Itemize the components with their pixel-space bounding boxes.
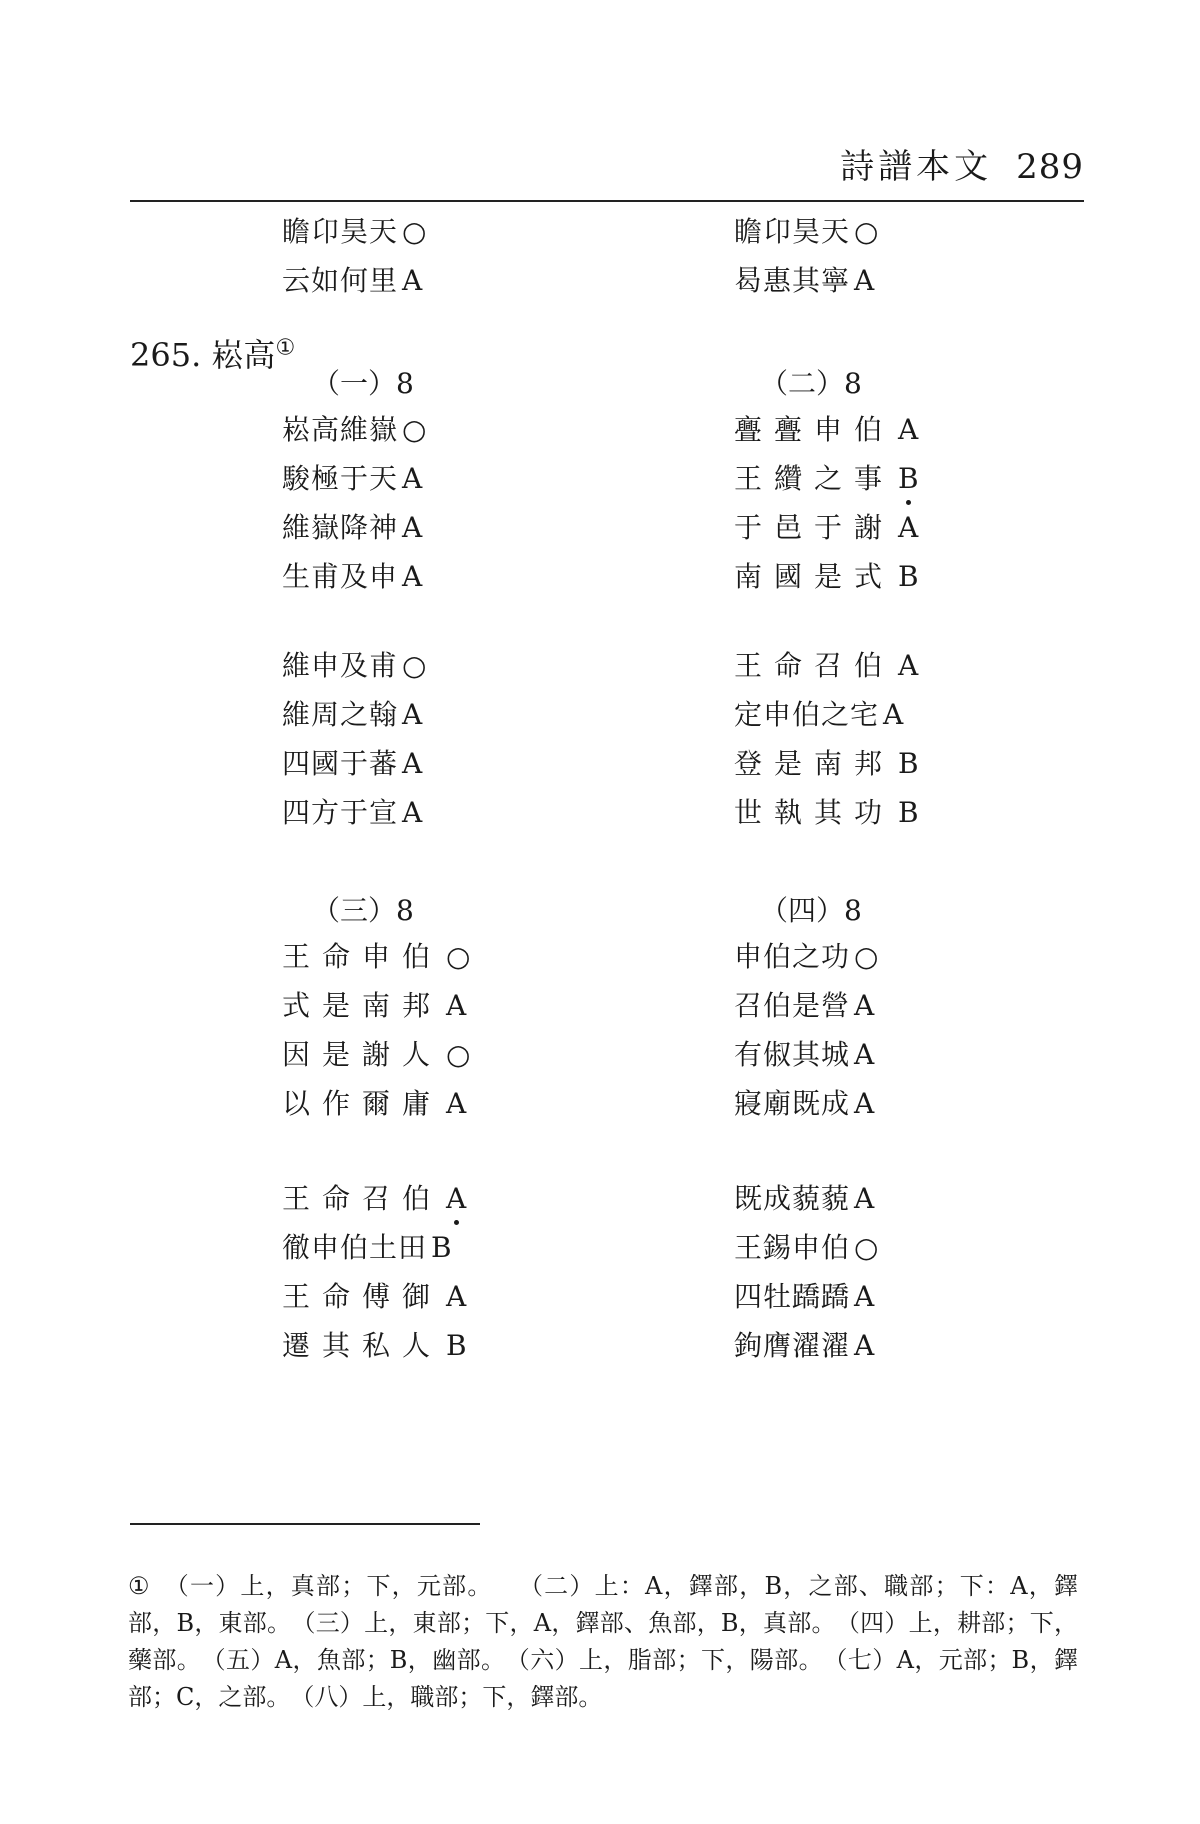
poem-line <box>734 506 918 546</box>
poem-line-text: 以作爾庸 <box>282 1087 443 1120</box>
poem-line-text: 有俶其城 <box>734 1038 851 1071</box>
rhyme-mark: A <box>898 649 919 682</box>
rhyme-mark: A <box>402 698 423 731</box>
rhyme-mark: A <box>446 989 467 1022</box>
footnote-marker: ① <box>128 1572 151 1600</box>
poem-line <box>282 1082 466 1122</box>
rhyme-mark: B <box>898 796 919 829</box>
poem-line-text: 于邑于謝 <box>734 511 895 544</box>
rhyme-mark: A <box>402 511 423 544</box>
rhyme-mark: ○ <box>446 1038 471 1071</box>
poem-title-text: 265. 崧高 <box>130 336 276 374</box>
rhyme-mark: A <box>402 747 423 780</box>
poem-title <box>130 330 295 376</box>
stanza-heading: （三）8 <box>312 894 414 927</box>
poem-line <box>734 791 919 831</box>
poem-line <box>282 555 422 595</box>
rhyme-mark: A <box>446 1280 467 1313</box>
poem-line-text: 亹亹申伯 <box>734 413 895 446</box>
poem-line <box>734 408 918 448</box>
poem-line <box>282 791 422 831</box>
rhyme-mark: ○ <box>446 940 471 973</box>
poem-line-text: 世執其功 <box>734 796 895 829</box>
poem-line <box>734 984 874 1024</box>
poem-line-text: 云如何里 <box>282 264 399 297</box>
poem-line-text: 生甫及申 <box>282 560 399 593</box>
rhyme-mark: A <box>898 511 919 544</box>
poem-line-text: 瞻卬昊天 <box>282 215 399 248</box>
poem-line-text: 四國于蕃 <box>282 747 399 780</box>
poem-line-text: 申伯之功 <box>734 940 851 973</box>
poem-line-text: 王命申伯 <box>282 940 443 973</box>
rhyme-mark: ○ <box>854 940 879 973</box>
poem-line <box>282 935 470 975</box>
rhyme-mark: A <box>883 698 904 731</box>
poem-line <box>734 935 878 975</box>
poem-line <box>282 644 426 684</box>
rhyme-mark: A <box>854 1087 875 1120</box>
poem-line-text: 曷惠其寧 <box>734 264 851 297</box>
poem-line-text: 四方于宣 <box>282 796 399 829</box>
poem-line-text: 既成藐藐 <box>734 1182 851 1215</box>
poem-line <box>734 1033 874 1073</box>
rhyme-mark: B <box>431 1231 452 1264</box>
poem-line-text: 徹申伯土田 <box>282 1231 428 1264</box>
poem-line-text: 召伯是營 <box>734 989 851 1022</box>
rhyme-mark: ○ <box>402 215 427 248</box>
poem-line <box>734 644 918 684</box>
rhyme-mark: A <box>854 1329 875 1362</box>
rhyme-mark: ○ <box>854 1231 879 1264</box>
poem-line <box>282 408 426 448</box>
poem-line-text: 定申伯之宅 <box>734 698 880 731</box>
rhyme-mark: A <box>402 462 423 495</box>
poem-line-text: 王錫申伯 <box>734 1231 851 1264</box>
poem-line-text: 維申及甫 <box>282 649 399 682</box>
rhyme-mark: A <box>854 1182 875 1215</box>
stanza-heading: （二）8 <box>760 367 862 400</box>
poem-line-text: 南國是式 <box>734 560 895 593</box>
poem-line <box>734 259 874 299</box>
rhyme-mark: A <box>402 796 423 829</box>
poem-line <box>282 1177 466 1217</box>
page-number: 289 <box>1016 147 1084 187</box>
footnote-ref: ① <box>275 335 296 361</box>
poem-line <box>734 555 919 595</box>
poem-line <box>734 1226 878 1266</box>
running-head <box>840 139 1084 188</box>
poem-line-text: 王命傅御 <box>282 1280 443 1313</box>
rhyme-mark: ○ <box>854 215 879 248</box>
poem-line <box>734 210 878 250</box>
poem-line-text: 四牡蹻蹻 <box>734 1280 851 1313</box>
rhyme-mark: ○ <box>402 649 427 682</box>
rhyme-mark: ○ <box>402 413 427 446</box>
poem-line <box>282 259 422 299</box>
poem-line <box>282 210 426 250</box>
poem-line <box>734 1324 874 1364</box>
rhyme-mark: A <box>854 264 875 297</box>
rhyme-mark: A <box>854 989 875 1022</box>
poem-line-text: 遷其私人 <box>282 1329 443 1362</box>
poem-line-text: 駿極于天 <box>282 462 399 495</box>
rhyme-mark: A <box>898 413 919 446</box>
poem-line-text: 寢廟既成 <box>734 1087 851 1120</box>
rhyme-mark: A <box>854 1038 875 1071</box>
poem-line-text: 維周之翰 <box>282 698 399 731</box>
poem-line <box>734 1177 874 1217</box>
running-head-title: 詩譜本文 <box>840 147 993 187</box>
page-header <box>130 140 1084 202</box>
poem-line <box>282 1324 467 1364</box>
poem-line-text: 王命召伯 <box>734 649 895 682</box>
footnote <box>128 1568 1078 1716</box>
poem-line-text: 王命召伯 <box>282 1182 443 1215</box>
poem-line-text: 鉤膺濯濯 <box>734 1329 851 1362</box>
poem-line <box>282 984 466 1024</box>
poem-line <box>282 506 422 546</box>
poem-line-text: 登是南邦 <box>734 747 895 780</box>
poem-line <box>282 742 422 782</box>
rhyme-mark: A <box>446 1087 467 1120</box>
poem-line <box>734 1275 874 1315</box>
poem-line-text: 王纘之事 <box>734 462 895 495</box>
rhyme-mark: B <box>446 1329 467 1362</box>
poem-line <box>734 742 919 782</box>
rhyme-mark: A <box>402 560 423 593</box>
stanza-heading: （四）8 <box>760 894 862 927</box>
rhyme-mark: B <box>898 560 919 593</box>
poem-line <box>282 457 422 497</box>
stanza-heading: （一）8 <box>312 367 414 400</box>
rhyme-mark: A <box>402 264 423 297</box>
poem-line <box>734 457 919 497</box>
poem-line <box>734 693 903 733</box>
poem-line-text: 因是謝人 <box>282 1038 443 1071</box>
footnote-text: （一）上，真部；下，元部。 （二）上：A，鐸部，B，之部、職部；下：A，鐸部，B，東部。 （三）上，東部；下，A，鐸部、魚部，B，真部。 （四）上，耕部；下，藥部。 （五）A，魚部；B，幽部。 （六）上，脂部；下，陽部。 （七）A，元部；B，鐸部；C，之部。 （八）上，職部；下，鐸部。 <box>128 1572 1078 1711</box>
poem-line <box>282 1226 452 1266</box>
poem-line-text: 崧高維嶽 <box>282 413 399 446</box>
poem-line-text: 式是南邦 <box>282 989 443 1022</box>
rhyme-mark: B <box>898 747 919 780</box>
poem-line <box>282 693 422 733</box>
poem-line-text: 維嶽降神 <box>282 511 399 544</box>
footnote-divider <box>130 1523 480 1525</box>
poem-line-text: 瞻卬昊天 <box>734 215 851 248</box>
poem-line <box>734 1082 874 1122</box>
poem-line <box>282 1275 466 1315</box>
poem-line <box>282 1033 470 1073</box>
rhyme-mark: A <box>446 1182 467 1215</box>
rhyme-mark: B <box>898 462 919 495</box>
rhyme-mark: A <box>854 1280 875 1313</box>
